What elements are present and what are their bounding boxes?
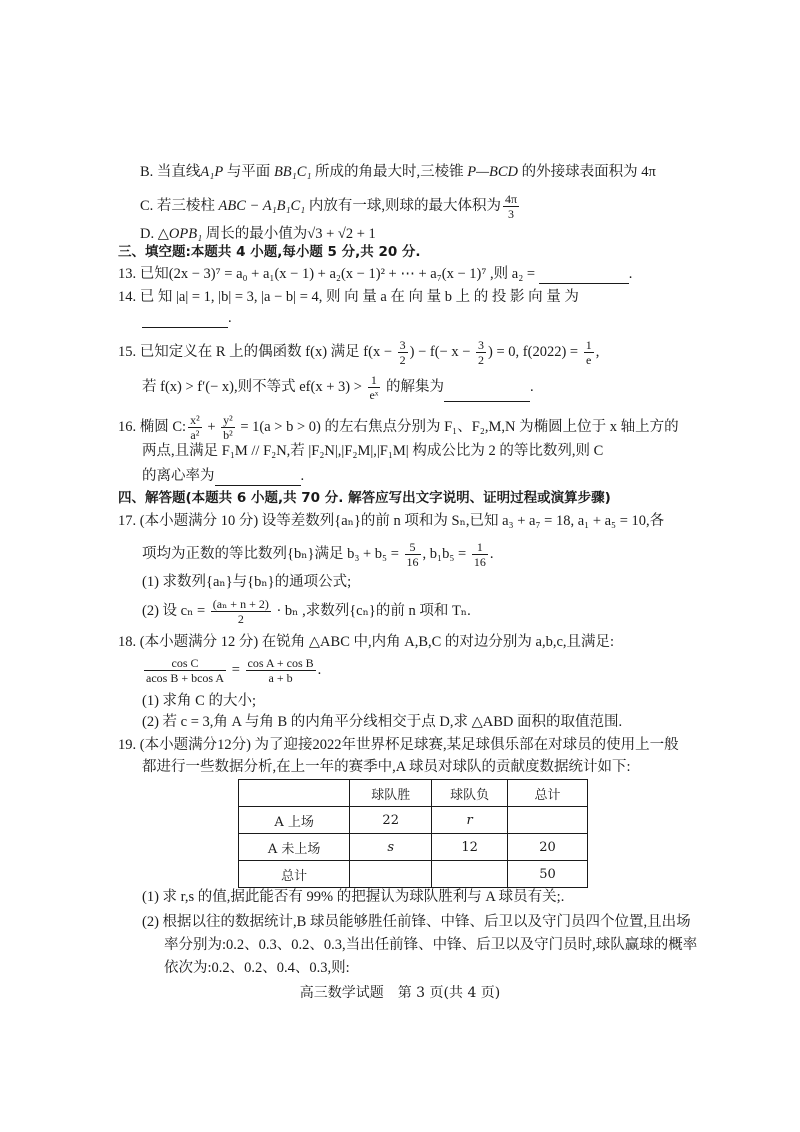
question-15-text-2: ) − f(− x −	[409, 343, 475, 360]
fraction-numerator: 3	[399, 338, 406, 352]
fraction-numerator: y²	[223, 413, 233, 427]
question-17-text-4: (2) 设 cₙ =	[142, 602, 209, 619]
table-cell	[508, 807, 588, 834]
fraction	[246, 656, 316, 685]
question-16-text-3: 的离心率为	[142, 468, 215, 484]
table-header-cell: 球队胜	[350, 780, 432, 807]
question-17-part-2	[142, 597, 471, 626]
question-19-part-1: (1) 求 r,s 的值,据此能否有 99% 的把握认为球队胜利与 A 球员有关;.	[142, 889, 565, 905]
table-cell: A 未上场	[239, 834, 350, 861]
option-d-text: 周长的最小值为	[202, 226, 308, 242]
question-16-line-3	[142, 466, 304, 486]
table-row	[239, 807, 588, 834]
fraction-denominator: 16	[473, 555, 486, 569]
question-16-plus: +	[203, 418, 220, 435]
question-18-equation	[142, 656, 321, 685]
question-15-text-3: ) = 0, f(2022) =	[488, 343, 582, 360]
table-cell: 总计	[239, 861, 350, 888]
question-16-line-1	[118, 413, 679, 442]
option-c	[140, 192, 521, 221]
fraction	[472, 540, 488, 569]
question-13-text: 13. 已知(2x − 3)⁷ = a₀ + a₁(x − 1) + a₂(x − 1)² + ⋯ + a₇(x − 1)⁷ ,则 a₂ =	[118, 266, 539, 282]
fraction-denominator: 2	[237, 612, 244, 626]
table-row	[239, 834, 588, 861]
question-14-end: .	[228, 310, 232, 326]
option-b-plane: BB₁C₁	[273, 164, 312, 180]
question-17-text-1: 项均为正数的等比数列{bₙ}满足 b₃ + b₅ =	[142, 545, 403, 562]
question-18-equals: =	[228, 661, 244, 678]
option-c-text: 内放有一球,则球的最大体积为	[305, 197, 501, 214]
question-17-text-2: , b₁b₅ =	[422, 545, 470, 562]
page-footer: 高三数学试题 第 3 页(共 4 页)	[299, 985, 501, 1001]
fraction-numerator: (aₙ + n + 2)	[212, 597, 269, 611]
question-16-line-2: 两点,且满足 F₁M // F₂N,若 |F₂N|,|F₂M|,|F₁M| 构成公比为 2 的等比数列,则 C	[142, 443, 604, 459]
table-cell: r	[432, 807, 508, 834]
option-c-label: C. 若三棱柱	[140, 197, 219, 214]
fraction-denominator: a²	[190, 428, 200, 442]
table-cell: 12	[432, 834, 508, 861]
section-3-heading: 三、填空题:本题共 4 小题,每小题 5 分,共 20 分.	[118, 244, 421, 260]
table-cell: s	[350, 834, 432, 861]
option-b-text-2: 所成的角最大时,三棱锥	[311, 164, 468, 180]
fraction-numerator: x²	[190, 413, 200, 427]
fraction	[398, 338, 408, 367]
fraction	[221, 413, 235, 442]
question-18-line-1: 18. (本小题满分 12 分) 在锐角 △ABC 中,内角 A,B,C 的对边分别为 a,b,c,且满足:	[118, 634, 615, 650]
fraction-numerator: 1	[472, 540, 488, 555]
option-d	[140, 224, 376, 244]
option-c-fraction	[503, 192, 519, 221]
fraction-numerator: cos A + cos B	[247, 656, 314, 670]
question-14-line-2	[142, 308, 232, 328]
fraction	[476, 338, 486, 367]
fraction-numerator: 5	[405, 540, 421, 555]
fraction-denominator: 3	[508, 207, 514, 221]
question-15-text-6: 的解集为	[382, 378, 444, 395]
option-b-text-3: 的外接球表面积为 4π	[518, 164, 656, 180]
table-cell	[432, 861, 508, 888]
fraction-denominator: a + b	[268, 671, 293, 685]
question-16-text-1: 16. 椭圆 C:	[118, 418, 187, 435]
answer-blank	[215, 471, 301, 486]
fraction-denominator: 2	[399, 353, 406, 367]
fraction	[405, 540, 421, 569]
option-b	[140, 162, 656, 182]
question-17-line-1: 17. (本小题满分 10 分) 设等差数列{aₙ}的前 n 项和为 Sₙ,已知 a₃ + a₇ = 18, a₁ + a₅ = 10,各	[118, 513, 665, 529]
table-cell	[350, 861, 432, 888]
fraction	[368, 373, 381, 402]
table-header-cell: 总计	[508, 780, 588, 807]
question-19-part-2-line-3: 依次为:0.2、0.2、0.4、0.3,则:	[164, 960, 350, 976]
option-d-triangle: △OPB₁	[157, 226, 203, 242]
option-c-prism: ABC − A₁B₁C₁	[218, 197, 306, 214]
fraction-numerator: 1	[368, 373, 381, 388]
fraction-denominator: 2	[478, 353, 485, 367]
question-13	[118, 264, 632, 284]
table-cell: 50	[508, 861, 588, 888]
option-b-text-1: 与平面	[223, 164, 274, 180]
question-15-line-1	[118, 338, 599, 367]
question-19-line-2: 都进行一些数据分析,在上一年的赛季中,A 球员对球队的贡献度数据统计如下:	[142, 759, 631, 775]
table-row	[239, 861, 588, 888]
question-19-line-1: 19. (本小题满分12分) 为了迎接2022年世界杯足球赛,某足球俱乐部在对球员的使用上一般	[118, 737, 679, 753]
table-cell: 20	[508, 834, 588, 861]
fraction	[188, 413, 202, 442]
option-b-line: A₁P	[200, 164, 224, 180]
table-header-cell	[239, 780, 350, 807]
question-15-text-5: 若 f(x) > f′(− x),则不等式 ef(x + 3) >	[142, 378, 366, 395]
table-header-cell: 球队负	[432, 780, 508, 807]
contribution-table	[238, 779, 588, 888]
table-cell: 22	[350, 807, 432, 834]
answer-blank	[539, 269, 629, 284]
question-16-end: .	[300, 468, 305, 484]
fraction	[211, 597, 271, 626]
fraction-numerator: 3	[478, 338, 485, 352]
question-18-end: .	[317, 661, 322, 678]
fraction-denominator: e	[586, 353, 592, 367]
section-4-heading: 四、解答题(本题共 6 小题,共 70 分. 解答应写出文字说明、证明过程或演算步骤)	[118, 490, 611, 506]
option-d-label: D.	[140, 226, 158, 242]
option-d-value: √3 + √2 + 1	[307, 226, 376, 242]
question-19-part-2-line-2: 率分别为:0.2、0.3、0.2、0.3,当出任前锋、中锋、后卫以及守门员时,球队赢球的概率	[164, 937, 698, 953]
question-17-part-1: (1) 求数列{aₙ}与{bₙ}的通项公式;	[142, 574, 352, 590]
option-b-pyramid: P—BCD	[467, 164, 519, 180]
table-header-row	[239, 780, 588, 807]
question-15-line-2	[142, 373, 534, 402]
question-15-text-1: 15. 已知定义在 R 上的偶函数 f(x) 满足 f(x −	[118, 343, 396, 360]
question-18-part-1: (1) 求角 C 的大小;	[142, 693, 256, 709]
fraction-numerator: cos C	[144, 656, 226, 671]
fraction-numerator: 1	[585, 338, 592, 352]
question-17-line-2	[142, 540, 493, 569]
question-13-end: .	[628, 266, 633, 282]
answer-blank	[142, 313, 228, 328]
question-14: 14. 已 知 |a| = 1, |b| = 3, |a − b| = 4, 则 向 量 a 在 向 量 b 上 的 投 影 向 量 为	[118, 289, 579, 305]
question-17-text-3: .	[489, 545, 494, 562]
question-15-text-4: ,	[595, 343, 600, 360]
question-18-part-2: (2) 若 c = 3,角 A 与角 B 的内角平分线相交于点 D,求 △ABD 面积的取值范围.	[142, 714, 623, 730]
fraction-denominator: 16	[406, 555, 419, 569]
question-17-text-5: · bₙ ,求数列{cₙ}的前 n 项和 Tₙ.	[272, 602, 471, 619]
option-b-label: B. 当直线	[140, 164, 201, 180]
fraction-denominator: eˣ	[369, 388, 379, 402]
question-16-text-2: = 1(a > b > 0) 的左右焦点分别为 F₁、F₂,M,N 为椭圆上位于 x 轴上方的	[236, 418, 679, 435]
fraction-denominator: acos B + bcos A	[146, 671, 225, 685]
table-cell: A 上场	[239, 807, 350, 834]
fraction-denominator: b²	[223, 428, 233, 442]
fraction	[144, 656, 226, 685]
question-15-end: .	[529, 378, 534, 395]
answer-blank	[444, 387, 530, 402]
question-19-part-2-line-1: (2) 根据以往的数据统计,B 球员能够胜任前锋、中锋、后卫以及守门员四个位置,且出场	[142, 914, 691, 930]
fraction-numerator: 4π	[504, 192, 518, 206]
fraction	[584, 338, 594, 367]
